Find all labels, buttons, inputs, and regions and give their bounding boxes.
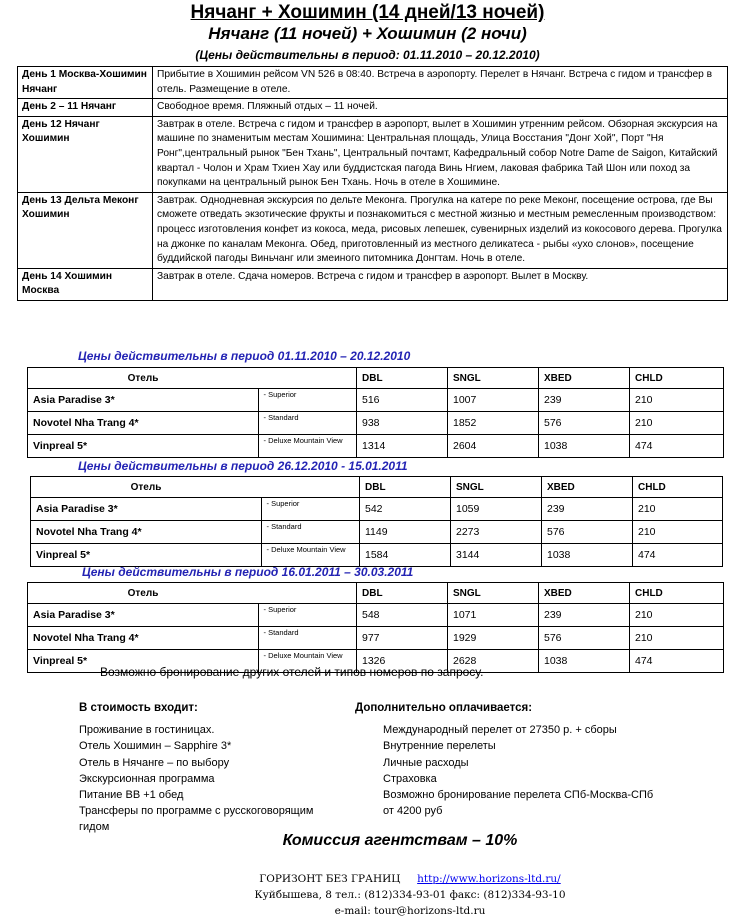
chld-price: 210 (633, 498, 723, 521)
dbl-price: 938 (357, 412, 448, 435)
price-header-row (28, 583, 724, 604)
sngl-price: 2273 (451, 521, 542, 544)
chld-col-header: CHLD (630, 583, 724, 604)
included-title: В стоимость входит: (79, 702, 198, 714)
room-type: - Deluxe Mountain View (258, 435, 357, 458)
itinerary-row (18, 116, 728, 192)
chld-price: 210 (630, 627, 724, 650)
sngl-price: 2604 (448, 435, 539, 458)
chld-price: 210 (630, 604, 724, 627)
list-item: Питание BB +1 обед (79, 789, 184, 802)
dbl-col-header: DBL (357, 368, 448, 389)
xbed-price: 576 (539, 627, 630, 650)
sngl-price: 3144 (451, 544, 542, 567)
booking-note: Возможно бронирование других отелей и типов номеров по запросу. (100, 665, 484, 679)
xbed-price: 1038 (542, 544, 633, 567)
price-table (27, 582, 724, 673)
room-type: - Superior (258, 604, 357, 627)
chld-price: 474 (630, 650, 724, 673)
period-title: Цены действительны в период 01.11.2010 – 20.12.2010 (78, 349, 411, 363)
day-description: Прибытие в Хошимин рейсом VN 526 в 08:40. Встреча в аэропорту. Перелет в Нячанг. Встреча с гидом и трансфер в отель. Размещение в отеле. (153, 67, 728, 99)
xbed-col-header: XBED (539, 583, 630, 604)
price-header-row (31, 477, 723, 498)
price-header-row (28, 368, 724, 389)
day-label: День 2 – 11 Нячанг (18, 99, 153, 117)
list-item: Трансферы по программе с русскоговорящим гидом (79, 805, 314, 834)
list-item: Проживание в гостиницах. (79, 724, 215, 737)
hotel-name: Vinpreal 5* (28, 650, 259, 673)
page-title: Нячанг + Хошимин (14 дней/13 ночей) (190, 2, 545, 23)
room-type: - Superior (261, 498, 360, 521)
dbl-price: 1326 (357, 650, 448, 673)
day-label: День 12 Нячанг Хошимин (18, 116, 153, 192)
room-type: - Deluxe Mountain View (261, 544, 360, 567)
hotel-name: Asia Paradise 3* (31, 498, 262, 521)
price-row (28, 412, 724, 435)
room-col-header (258, 583, 357, 604)
sngl-price: 1929 (448, 627, 539, 650)
price-table (30, 476, 723, 567)
day-label: День 13 Дельта Меконг Хошимин (18, 192, 153, 268)
dbl-price: 977 (357, 627, 448, 650)
room-type: - Standard (261, 521, 360, 544)
chld-price: 210 (633, 521, 723, 544)
day-description: Завтрак. Однодневная экскурсия по дельте Меконга. Прогулка на катере по реке Меконг, посещение острова, где Вы сможете отведать экзотические фрукты и познакомиться с местной жизнью и местным ремесленным производством: процесс изготовления конфет из кокоса, меда, рисовых лепешек, сувенирных изделий из кокосового дерева. Прогулка на джонке по каналам Меконга. Обед, приготовленный из местного деликатеса - рыбы «ухо слонов», посещение буддийской пагоды Виньчанг или змеиного питомника Донгтам. Ночь в отеле. (153, 192, 728, 268)
chld-col-header: CHLD (633, 477, 723, 498)
included-section (79, 700, 334, 836)
extra-title: Дополнительно оплачивается: (355, 702, 533, 714)
chld-price: 210 (630, 389, 724, 412)
list-item: Отель в Нячанге – по выбору (79, 756, 230, 769)
list-item: Экскурсионная программа (79, 772, 215, 785)
xbed-price: 576 (542, 521, 633, 544)
day-description: Завтрак в отеле. Встреча с гидом и трансфер в аэропорт, вылет в Хошимин утренним рейсом. Обзорная экскурсия на машине по знаменитым местам Хошимина: Центральная площадь, Улица Восстания "Донг Хой", Порт "Ня Ронг",центральный рынок "Бен Тхань", Центральный почтамт, Кафедральный собор Notre Dame de Saigon, Китайский квартал - Чолон и Храм Тхиен Хау или буддистская пагода Винь Нгием, лаковая фабрика Тай Шон или поход за покупками на центральный рынок Бен Тхань. Ночь в отеле в Хошимине. (153, 116, 728, 192)
price-row (28, 604, 724, 627)
price-row (31, 544, 723, 567)
sngl-price: 2628 (448, 650, 539, 673)
hotel-col-header: Отель (28, 583, 259, 604)
sngl-price: 1852 (448, 412, 539, 435)
price-row (28, 627, 724, 650)
dbl-col-header: DBL (360, 477, 451, 498)
hotel-name: Asia Paradise 3* (28, 604, 259, 627)
hotel-col-header: Отель (28, 368, 259, 389)
day-description: Завтрак в отеле. Сдача номеров. Встреча с гидом и трансфер в аэропорт. Вылет в Москву. (153, 268, 728, 300)
list-item: Внутренние перелеты (383, 740, 496, 753)
price-row (31, 498, 723, 521)
sngl-col-header: SNGL (448, 583, 539, 604)
room-type: - Deluxe Mountain View (258, 650, 357, 673)
list-item: Международный перелет от 27350 р. + сборы (383, 724, 617, 737)
xbed-price: 576 (539, 412, 630, 435)
dbl-price: 1314 (357, 435, 448, 458)
price-row (31, 521, 723, 544)
xbed-price: 1038 (539, 650, 630, 673)
itinerary-row (18, 67, 728, 99)
price-row (28, 435, 724, 458)
hotel-name: Vinpreal 5* (28, 435, 259, 458)
itinerary-row (18, 268, 728, 300)
dbl-col-header: DBL (357, 583, 448, 604)
xbed-price: 239 (542, 498, 633, 521)
list-item: Возможно бронирование перелета СПб-Москва-СПб от 4200 руб (383, 789, 654, 818)
website-link[interactable]: http://www.horizons-ltd.ru/ (417, 873, 561, 885)
commission-text: Комиссия агентствам – 10% (282, 832, 518, 849)
price-table (27, 367, 724, 458)
xbed-price: 1038 (539, 435, 630, 458)
day-label: День 14 Хошимин Москва (18, 268, 153, 300)
xbed-price: 239 (539, 604, 630, 627)
footer-address: Куйбышева, 8 тел.: (812)334-93-01 факс: (812)334-93-10 (254, 889, 566, 901)
xbed-price: 239 (539, 389, 630, 412)
sngl-price: 1059 (451, 498, 542, 521)
hotel-name: Asia Paradise 3* (28, 389, 259, 412)
chld-price: 210 (630, 412, 724, 435)
sngl-price: 1071 (448, 604, 539, 627)
period-title: Цены действительны в период 26.12.2010 - 15.01.2011 (78, 459, 408, 473)
dbl-price: 548 (357, 604, 448, 627)
room-col-header (258, 368, 357, 389)
day-label: День 1 Москва-Хошимин Нячанг (18, 67, 153, 99)
hotel-name: Novotel Nha Trang 4* (28, 627, 259, 650)
dbl-price: 1584 (360, 544, 451, 567)
room-type: - Standard (258, 412, 357, 435)
chld-price: 474 (633, 544, 723, 567)
list-item: Страховка (383, 772, 437, 785)
extra-section (355, 700, 655, 819)
dbl-price: 542 (360, 498, 451, 521)
list-item: Отель Хошимин – Sapphire 3* (79, 740, 232, 753)
xbed-col-header: XBED (542, 477, 633, 498)
hotel-col-header: Отель (31, 477, 262, 498)
xbed-col-header: XBED (539, 368, 630, 389)
period-title: Цены действительны в период 16.01.2011 – 30.03.2011 (82, 565, 414, 579)
itinerary-row (18, 99, 728, 117)
room-type: - Superior (258, 389, 357, 412)
company-name: ГОРИЗОНТ БЕЗ ГРАНИЦ (259, 873, 401, 885)
sngl-price: 1007 (448, 389, 539, 412)
chld-price: 474 (630, 435, 724, 458)
room-type: - Standard (258, 627, 357, 650)
footer-company-line (0, 873, 735, 885)
dbl-price: 1149 (360, 521, 451, 544)
chld-col-header: CHLD (630, 368, 724, 389)
hotel-name: Novotel Nha Trang 4* (28, 412, 259, 435)
room-col-header (261, 477, 360, 498)
sngl-col-header: SNGL (448, 368, 539, 389)
hotel-name: Vinpreal 5* (31, 544, 262, 567)
footer-email: e-mail: tour@horizons-ltd.ru (334, 905, 486, 917)
day-description: Свободное время. Пляжный отдых – 11 ночей. (153, 99, 728, 117)
price-row (28, 389, 724, 412)
page-subtitle: Нячанг (11 ночей) + Хошимин (2 ночи) (208, 24, 527, 43)
list-item: Личные расходы (383, 756, 469, 769)
sngl-col-header: SNGL (451, 477, 542, 498)
itinerary-table (17, 66, 728, 301)
dbl-price: 516 (357, 389, 448, 412)
itinerary-row (18, 192, 728, 268)
validity-note: (Цены действительны в период: 01.11.2010 – 20.12.2010) (195, 48, 540, 62)
hotel-name: Novotel Nha Trang 4* (31, 521, 262, 544)
